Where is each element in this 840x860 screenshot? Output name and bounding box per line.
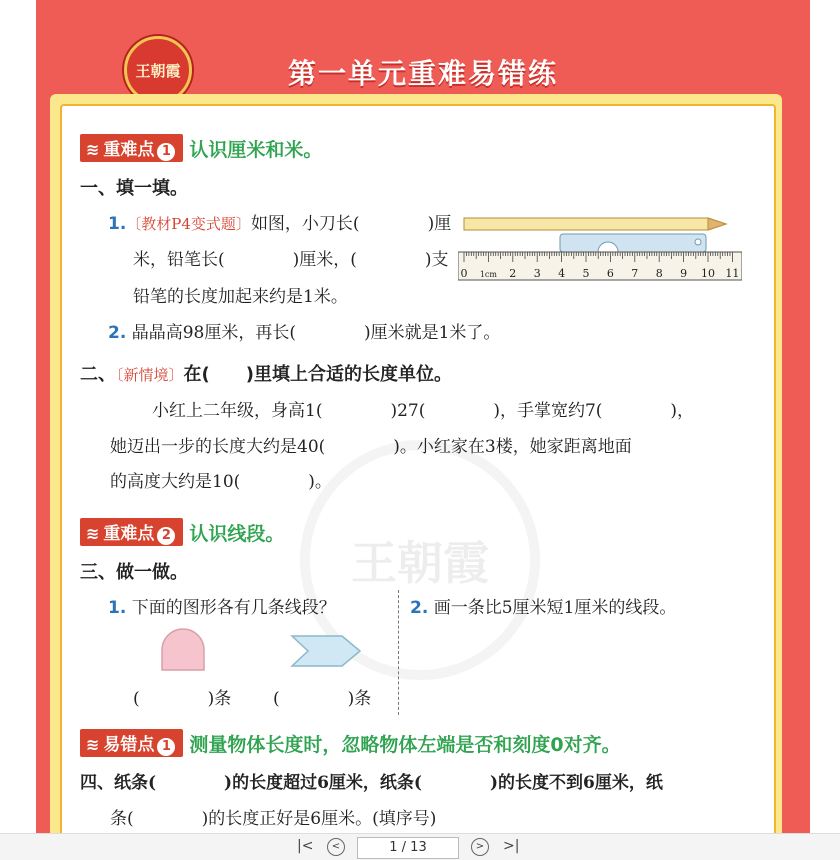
- next-page-button[interactable]: >: [471, 838, 489, 856]
- prev-page-button[interactable]: <: [327, 838, 345, 856]
- page-title: 第一单元重难易错练: [287, 57, 558, 90]
- p2-line2: 她迈出一步的长度大约是40( )。小红家在3楼，她家距离地面: [110, 437, 632, 457]
- page-indicator[interactable]: 1 / 13: [357, 837, 459, 859]
- ruler-tick-label: 9: [680, 267, 688, 280]
- part-3-heading: 三、做一做。: [80, 562, 188, 583]
- p3-q2: 2. 画一条比5厘米短1厘米的线段。: [410, 598, 677, 618]
- ruler-tick-label: 7: [631, 267, 639, 280]
- q1-line2: 米，铅笔长( )厘米，( )支: [133, 250, 449, 270]
- knife: [560, 234, 706, 252]
- ruler-tick-label: 5: [582, 267, 590, 280]
- ruler-tick-label: 2: [509, 267, 517, 280]
- section-3-header: [80, 729, 621, 757]
- logo-text: 王朝霞: [135, 61, 181, 80]
- section-tag: ≋ 易错点 1: [80, 729, 183, 757]
- section-tag: ≋ 重难点 1: [80, 134, 183, 162]
- section-subtitle: 测量物体长度时，忽略物体左端是否和刻度0对齐。: [189, 733, 621, 756]
- section-2-header: [80, 518, 284, 546]
- first-page-button[interactable]: |<: [297, 838, 314, 854]
- watermark-seal: 王朝霞: [300, 440, 540, 680]
- ruler-tick-label: 10: [701, 267, 715, 280]
- wave-icon: ≋: [86, 140, 100, 159]
- q2-line: 2. 晶晶高98厘米，再长( )厘米就是1米了。: [108, 323, 501, 343]
- ruler-tick-label: 8: [655, 267, 663, 280]
- p4-line1: 四、纸条( )的长度超过6厘米，纸条( )的长度不到6厘米，纸: [80, 773, 663, 793]
- pencil-tip: [708, 218, 726, 230]
- wave-icon: ≋: [86, 735, 100, 754]
- q1-line1: 1.〔教材P4变式题〕如图，小刀长( )厘: [108, 214, 452, 234]
- last-page-button[interactable]: >|: [503, 838, 520, 854]
- viewer-toolbar: [0, 833, 840, 860]
- pencil: [464, 218, 726, 230]
- p2-line1: 小红上二年级，身高1( )27( )，手掌宽约7( )，: [152, 401, 695, 421]
- p2-line3: 的高度大约是10( )。: [110, 472, 332, 492]
- ruler-tick-label: 1cm: [479, 270, 497, 279]
- section-tag: ≋ 重难点 2: [80, 518, 183, 546]
- ruler-tick-label: 0: [460, 267, 468, 280]
- wave-icon: ≋: [86, 524, 100, 543]
- arrow-shape: [290, 634, 362, 668]
- p3-q1: 1. 下面的图形各有几条线段？: [108, 598, 336, 618]
- ruler-tick-label: 11: [725, 267, 740, 280]
- ruler-diagram: [458, 212, 742, 282]
- p4-line2: 条( )的长度正好是6厘米。(填序号): [110, 809, 437, 829]
- ruler-tick-label: 6: [606, 267, 614, 280]
- section-subtitle: 认识厘米和米。: [189, 138, 323, 161]
- q1-line3: 铅笔的长度加起来约是1米。: [133, 287, 348, 307]
- section-1-header: [80, 134, 322, 162]
- arch-shape: [158, 626, 208, 674]
- knife-hole: [695, 239, 701, 245]
- dashed-divider: [398, 590, 399, 715]
- ruler-tick-label: 3: [533, 267, 541, 280]
- p3-answer-1: ( )条: [133, 689, 232, 709]
- section-subtitle: 认识线段。: [189, 522, 285, 545]
- ruler-tick-label: 4: [558, 267, 566, 280]
- p3-answer-2: ( )条: [273, 689, 372, 709]
- part-2-heading: 二、〔新情境〕在( )里填上合适的长度单位。: [80, 364, 452, 385]
- part-1-heading: 一、填一填。: [80, 178, 188, 199]
